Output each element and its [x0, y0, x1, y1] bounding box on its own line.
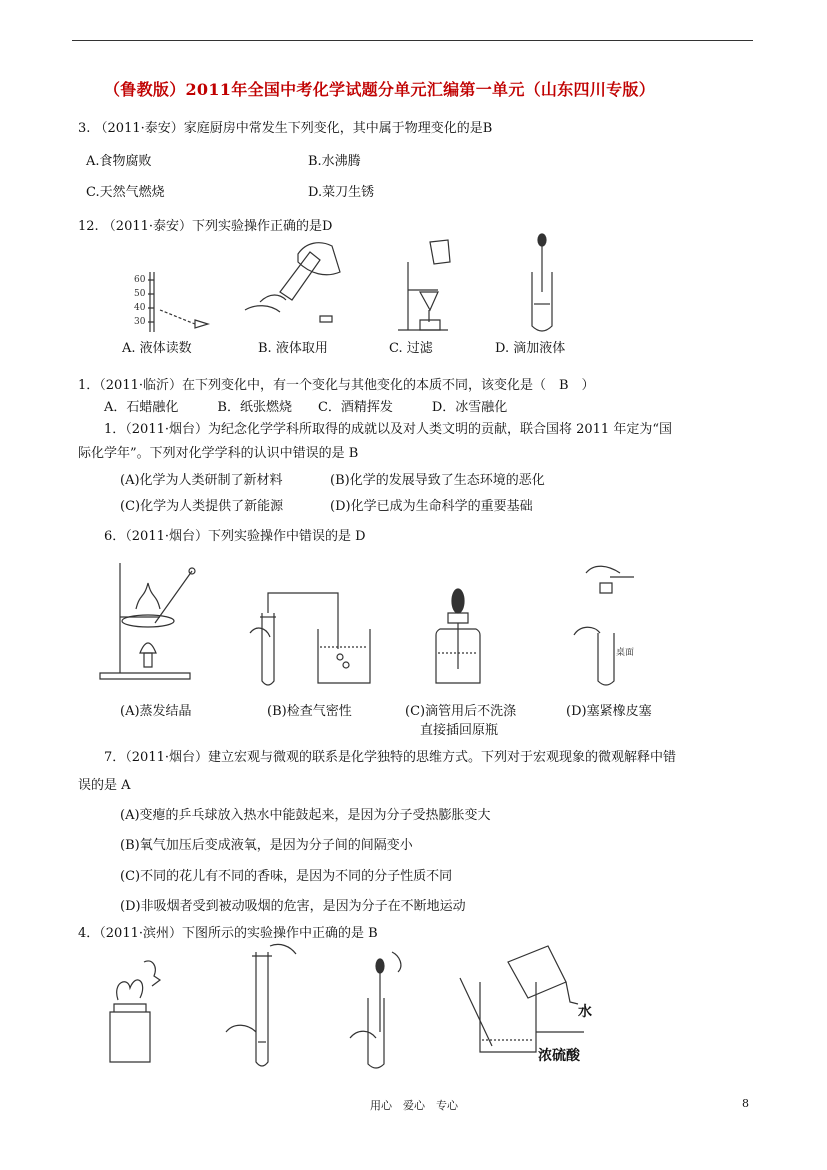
scale-label-60: 60: [134, 275, 146, 285]
question-3-option-b: B.水沸腾: [308, 154, 361, 169]
q12-caption-d: D. 滴加液体: [495, 341, 566, 356]
question-6-stem: 6．（2011·烟台）下列实验操作中错误的是 D: [104, 529, 366, 544]
question-1-yantai-line1: 1．（2011·烟台）为纪念化学学科所取得的成就以及对人类文明的贡献，联合国将 2011 年定为“国: [104, 422, 672, 437]
page-number: 8: [742, 1097, 749, 1110]
scale-label-50: 50: [134, 289, 146, 299]
q6-caption-c: (C)滴管用后不洗涤: [405, 704, 517, 719]
question-3-option-a: A.食物腐败: [86, 154, 152, 169]
q6-caption-a: (A)蒸发结晶: [120, 704, 192, 719]
concentrated-sulfuric-acid-label: 浓硫酸: [538, 1048, 580, 1064]
question-7-option-b: (B)氧气加压后变成液氧，是因为分子间的间隔变小: [120, 838, 413, 853]
q6-caption-b: (B)检查气密性: [267, 704, 352, 719]
airtightness-check-illustration: [250, 593, 370, 685]
q12-caption-c: C. 过滤: [389, 341, 433, 356]
footer-motto: 用心 爱心 专心: [370, 1099, 458, 1112]
question-1-linyi-options: A．石蜡融化 B．纸张燃烧 C．酒精挥发 D．冰雪融化: [104, 400, 508, 415]
question-3-option-c: C.天然气燃烧: [86, 185, 165, 200]
question-6-figure: [100, 553, 660, 693]
liquid-pouring-illustration: [245, 243, 340, 322]
dropper-test-tube-illustration: [350, 952, 401, 1068]
dilute-acid-illustration: [460, 946, 592, 1064]
dropper-bottle-illustration: [436, 589, 480, 683]
question-12-stem: 12. （2011·泰安）下列实验操作正确的是D: [78, 219, 333, 234]
question-7-option-c: (C)不同的花儿有不同的香味，是因为不同的分子性质不同: [120, 869, 453, 884]
question-7-line2: 误的是 A: [78, 778, 131, 793]
q6-caption-d: (D)塞紧橡皮塞: [566, 704, 652, 719]
question-12-figure: [120, 232, 590, 332]
dropper-illustration: [532, 234, 552, 331]
scale-label-40: 40: [134, 303, 146, 313]
question-3-option-d: D.菜刀生锈: [308, 185, 375, 200]
question-1-linyi-stem: 1．（2011·临沂）在下列变化中，有一个变化与其他变化的本质不同，该变化是（ B ）: [78, 378, 595, 393]
question-1-yantai-option-d: (D)化学已成为生命科学的重要基础: [330, 499, 533, 514]
q12-caption-a: A. 液体读数: [122, 341, 192, 356]
stopper-insert-illustration: [574, 566, 634, 685]
test-tube-heating-illustration: [226, 944, 296, 1066]
q6-caption-c-line2: 直接插回原瓶: [420, 723, 499, 738]
question-3-stem: 3. （2011·泰安）家庭厨房中常发生下列变化，其中属于物理变化的是B: [78, 121, 493, 136]
scale-label-30: 30: [134, 317, 146, 327]
question-1-yantai-option-c: (C)化学为人类提供了新能源: [120, 499, 284, 514]
table-surface-label: 桌面: [616, 648, 635, 658]
question-1-yantai-option-a: (A)化学为人类研制了新材料: [120, 473, 283, 488]
question-4-stem: 4．（2011·滨州）下图所示的实验操作中正确的是 B: [78, 926, 378, 941]
document-title: （鲁教版）2011年全国中考化学试题分单元汇编第一单元（山东四川专版）: [104, 80, 656, 99]
question-7-line1: 7．（2011·烟台）建立宏观与微观的联系是化学独特的思维方式。下列对于宏观现象的微观解释中错: [104, 750, 676, 765]
question-1-yantai-option-b: (B)化学的发展导致了生态环境的恶化: [330, 473, 545, 488]
filtration-illustration: [398, 240, 450, 330]
header-rule: [72, 40, 753, 41]
question-7-option-d: (D)非吸烟者受到被动吸烟的危害，是因为分子在不断地运动: [120, 899, 466, 914]
smelling-gas-illustration: [110, 961, 160, 1062]
question-4-figure: [100, 942, 620, 1072]
question-1-yantai-line2: 际化学年”。下列对化学学科的认识中错误的是 B: [78, 446, 359, 461]
question-7-option-a: (A)变瘪的乒乓球放入热水中能鼓起来，是因为分子受热膨胀变大: [120, 808, 491, 823]
water-label: 水: [578, 1004, 592, 1020]
evaporation-illustration: [100, 563, 195, 679]
graduated-cylinder-illustration: [134, 272, 208, 332]
q12-caption-b: B. 液体取用: [258, 341, 328, 356]
